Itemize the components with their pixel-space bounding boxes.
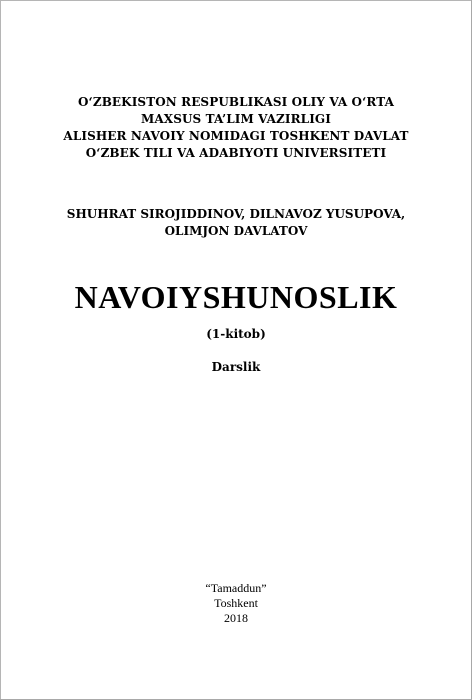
publisher-name: “Tamaddun” <box>205 581 267 595</box>
institution-block <box>1 94 471 162</box>
publication-year: 2018 <box>224 611 248 625</box>
institution-line: O‘ZBEKISTON RESPUBLIKASI OLIY VA O‘RTA <box>78 95 394 109</box>
institution-line: ALISHER NAVOIY NOMIDAGI TOSHKENT DAVLAT <box>63 129 409 143</box>
institution-line: O‘ZBEK TILI VA ADABIYOTI UNIVERSITETI <box>85 146 387 160</box>
authors-line: SHUHRAT SIROJIDDINOV, DILNAVOZ YUSUPOVA, <box>66 207 406 221</box>
book-title: NAVOIYSHUNOSLIK <box>74 279 398 315</box>
imprint-block <box>1 581 471 626</box>
genre-label: Darslik <box>211 360 261 374</box>
volume-label: (1-kitob) <box>206 327 266 341</box>
institution-line: MAXSUS TA’LIM VAZIRLIGI <box>141 112 331 126</box>
publication-city: Toshkent <box>214 596 258 610</box>
authors-line: OLIMJON DAVLATOV <box>164 224 308 238</box>
authors-block <box>1 206 471 240</box>
